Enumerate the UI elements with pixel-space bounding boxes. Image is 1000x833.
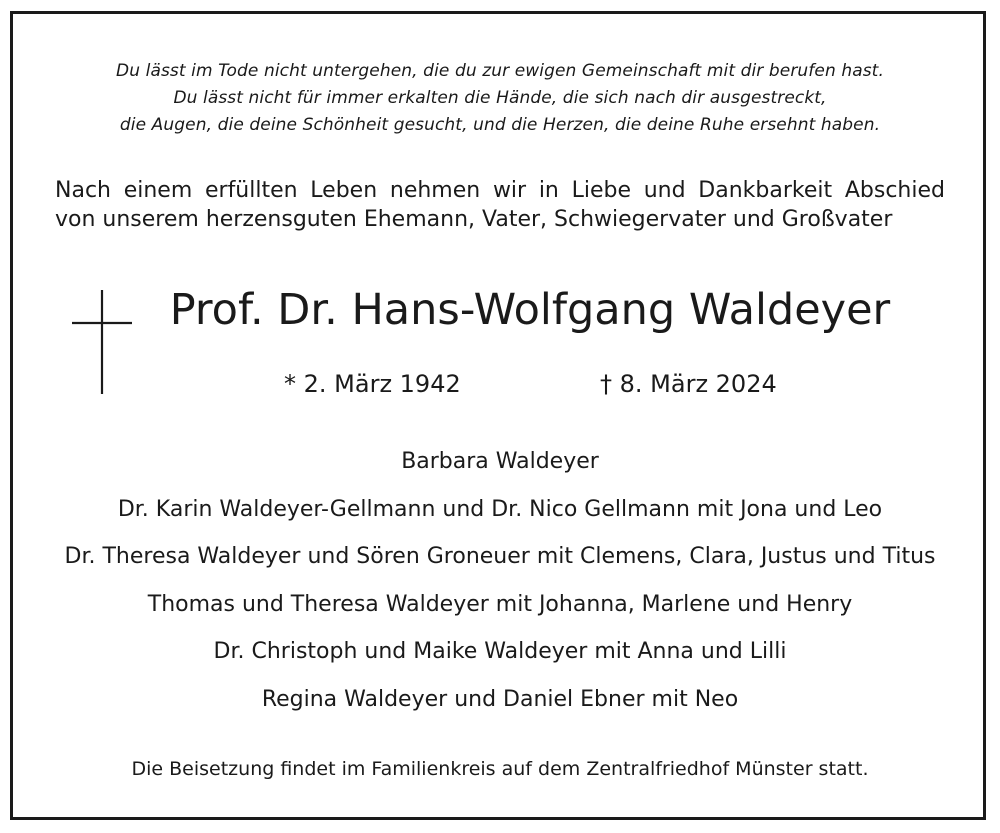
mourner-line: Dr. Karin Waldeyer-Gellmann und Dr. Nico Gellmann mit Jona und Leo <box>117 496 883 522</box>
mourners-list <box>0 446 1000 731</box>
poem-line: Du lässt im Tode nicht untergehen, die du zur ewigen Gemeinschaft mit dir berufen hast. <box>116 61 884 81</box>
death-date: † 8. März 2024 <box>600 370 777 398</box>
intro-text <box>55 176 945 234</box>
mourner-line: Thomas und Theresa Waldeyer mit Johanna, Marlene und Henry <box>147 591 853 617</box>
mourner-line: Regina Waldeyer und Daniel Ebner mit Neo <box>261 686 739 712</box>
poem-line: Du lässt nicht für immer erkalten die Hände, die sich nach dir ausgestreckt, <box>173 88 827 108</box>
burial-note: Die Beisetzung findet im Familienkreis auf dem Zentralfriedhof Münster statt. <box>131 758 869 780</box>
intro-line: Nach einem erfüllten Leben nehmen wir in Liebe und Dankbarkeit Abschied <box>55 178 945 203</box>
intro-line: von unserem herzensguten Ehemann, Vater, Schwiegervater und Großvater <box>55 207 893 232</box>
poem-verse <box>0 58 1000 139</box>
birth-date: * 2. März 1942 <box>284 370 461 398</box>
poem-line: die Augen, die deine Schönheit gesucht, und die Herzen, die deine Ruhe ersehnt haben. <box>119 115 881 135</box>
mourner-line: Dr. Theresa Waldeyer und Sören Groneuer mit Clemens, Clara, Justus und Titus <box>64 544 936 569</box>
deceased-name: Prof. Dr. Hans-Wolfgang Waldeyer <box>169 285 891 335</box>
mourner-line: Dr. Christoph und Maike Waldeyer mit Anna und Lilli <box>213 639 787 664</box>
mourner-line: Barbara Waldeyer <box>401 449 599 474</box>
